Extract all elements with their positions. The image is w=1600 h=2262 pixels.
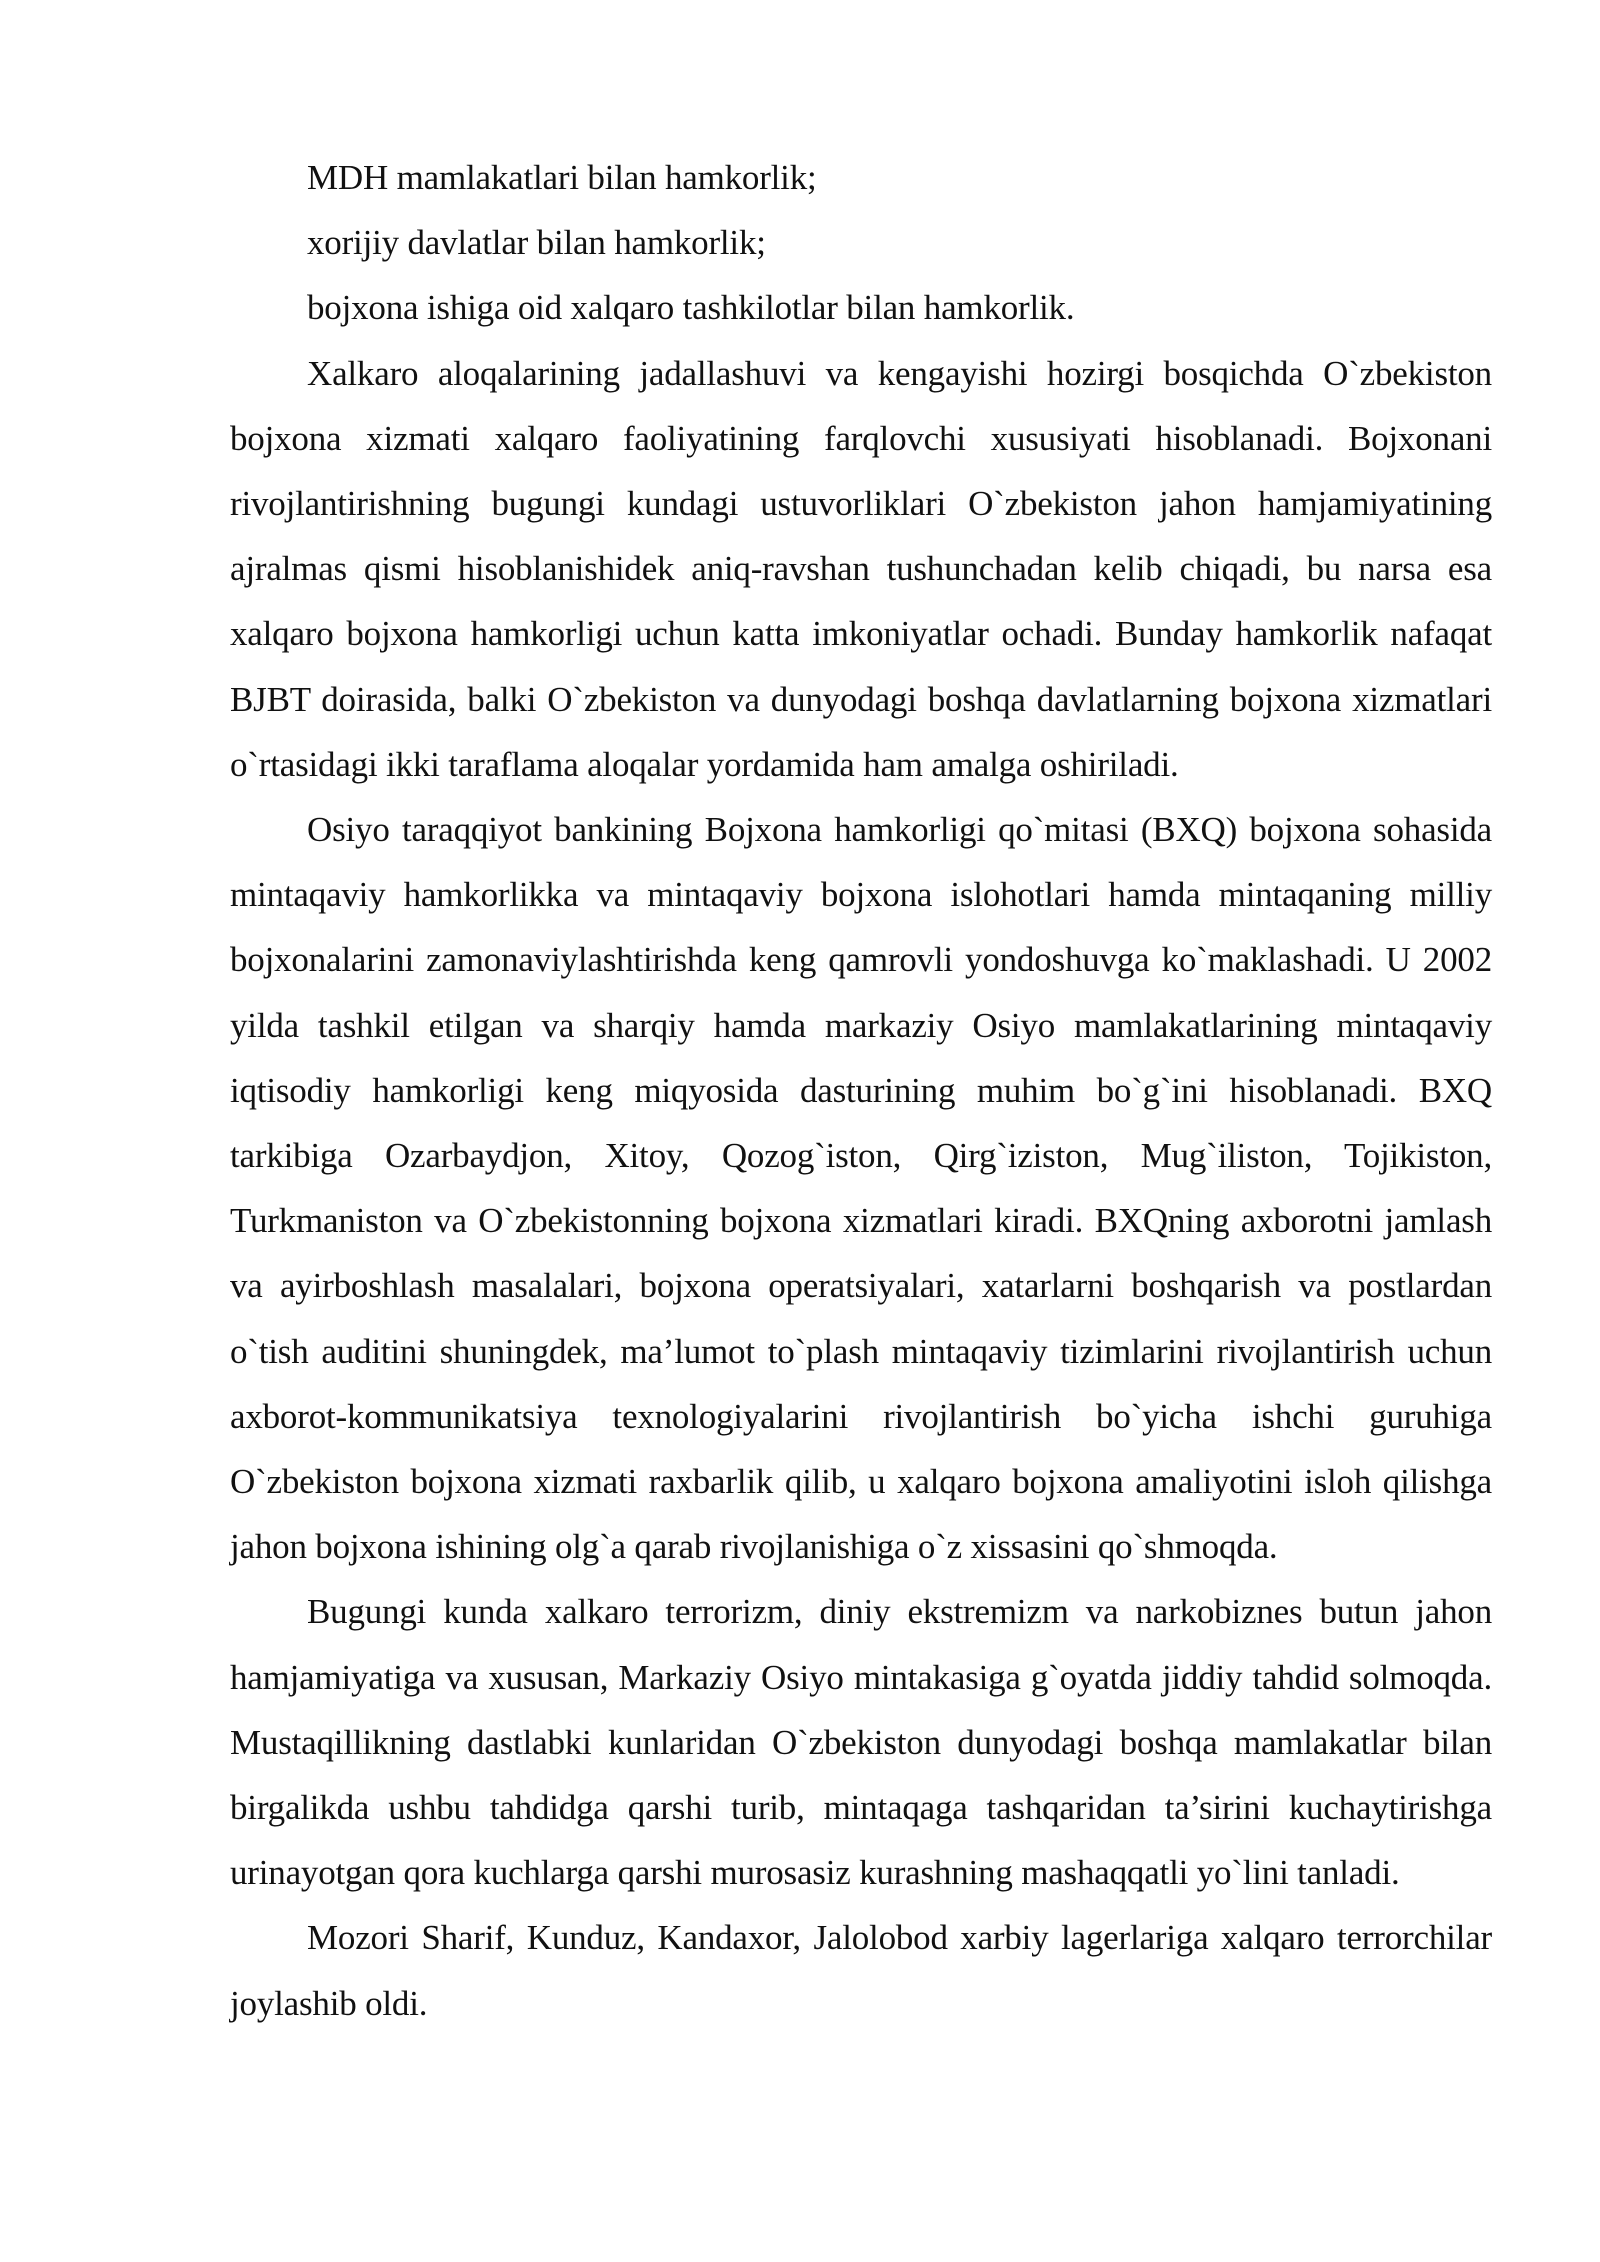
document-page xyxy=(230,145,1492,2036)
list-item-international-organizations-cooperation: bojxona ishiga oid xalqaro tashkilotlar bilan hamkorlik. xyxy=(307,288,1075,328)
paragraph-military-camps: Mozori Sharif, Kunduz, Kandaxor, Jalolobod xarbiy lagerlariga xalqaro terrorchilar joylashib oldi. xyxy=(230,1918,1492,2023)
paragraph-terrorism-threat: Bugungi kunda xalkaro terrorizm, diniy ekstremizm va narkobiznes butun jahon hamjamiyatiga va xususan, Markaziy Osiyo mintakasiga g`oyatda jiddiy tahdid solmoqda. Mustaqillikning dastlabki kunlaridan O`zbekiston dunyodagi boshqa mamlakatlar bilan birgalikda ushbu tahdidga qarshi turib, mintaqaga tashqaridan ta’sirini kuchaytirishga urinayotgan qora kuchlarga qarshi murosasiz kurashning mashaqqatli yo`lini tanladi. xyxy=(230,1592,1492,1893)
paragraph-adb-customs-committee: Osiyo taraqqiyot bankining Bojxona hamkorligi qo`mitasi (BXQ) bojxona sohasida mintaqaviy hamkorlikka va mintaqaviy bojxona islohotlari hamda mintaqaning milliy bojxonalarini zamonaviylashtirishda keng qamrovli yondoshuvga ko`maklashadi. U 2002 yilda tashkil etilgan va sharqiy hamda markaziy Osiyo mamlakatlarining mintaqaviy iqtisodiy hamkorligi keng miqyosida dasturining muhim bo`g`ini hisoblanadi. BXQ tarkibiga Ozarbaydjon, Xitoy, Qozog`iston, Qirg`iziston, Mug`iliston, Tojikiston, Turkmaniston va O`zbekistonning bojxona xizmatlari kiradi. BXQning axborotni jamlash va ayirboshlash masalalari, bojxona operatsiyalari, xatarlarni boshqarish va postlardan o`tish auditini shuningdek, ma’lumot to`plash mintaqaviy tizimlarini rivojlantirish uchun axborot-kommunikatsiya texnologiyalarini rivojlantirish bo`yicha ishchi guruhiga O`zbekiston bojxona xizmati raxbarlik qilib, u xalqaro bojxona amaliyotini isloh qilishga jahon bojxona ishining olg`a qarab rivojlanishiga o`z xissasini qo`shmoqda. xyxy=(230,810,1492,1567)
list-item-cis-cooperation: MDH mamlakatlari bilan hamkorlik; xyxy=(307,158,817,197)
list-item-foreign-states-cooperation: xorijiy davlatlar bilan hamkorlik; xyxy=(307,223,766,263)
paragraph-international-relations: Xalkaro aloqalarining jadallashuvi va kengayishi hozirgi bosqichda O`zbekiston bojxona xizmati xalqaro faoliyatining farqlovchi xususiyati hisoblanadi. Bojxonani rivojlantirishning bugungi kundagi ustuvorliklari O`zbekiston jahon hamjamiyatining ajralmas qismi hisoblanishidek aniq-ravshan tushunchadan kelib chiqadi, bu narsa esa xalqaro bojxona hamkorligi uchun katta imkoniyatlar ochadi. Bunday hamkorlik nafaqat BJBT doirasida, balki O`zbekiston va dunyodagi boshqa davlatlarning bojxona xizmatlari o`rtasidagi ikki taraflama aloqalar yordamida ham amalga oshiriladi. xyxy=(230,353,1492,784)
